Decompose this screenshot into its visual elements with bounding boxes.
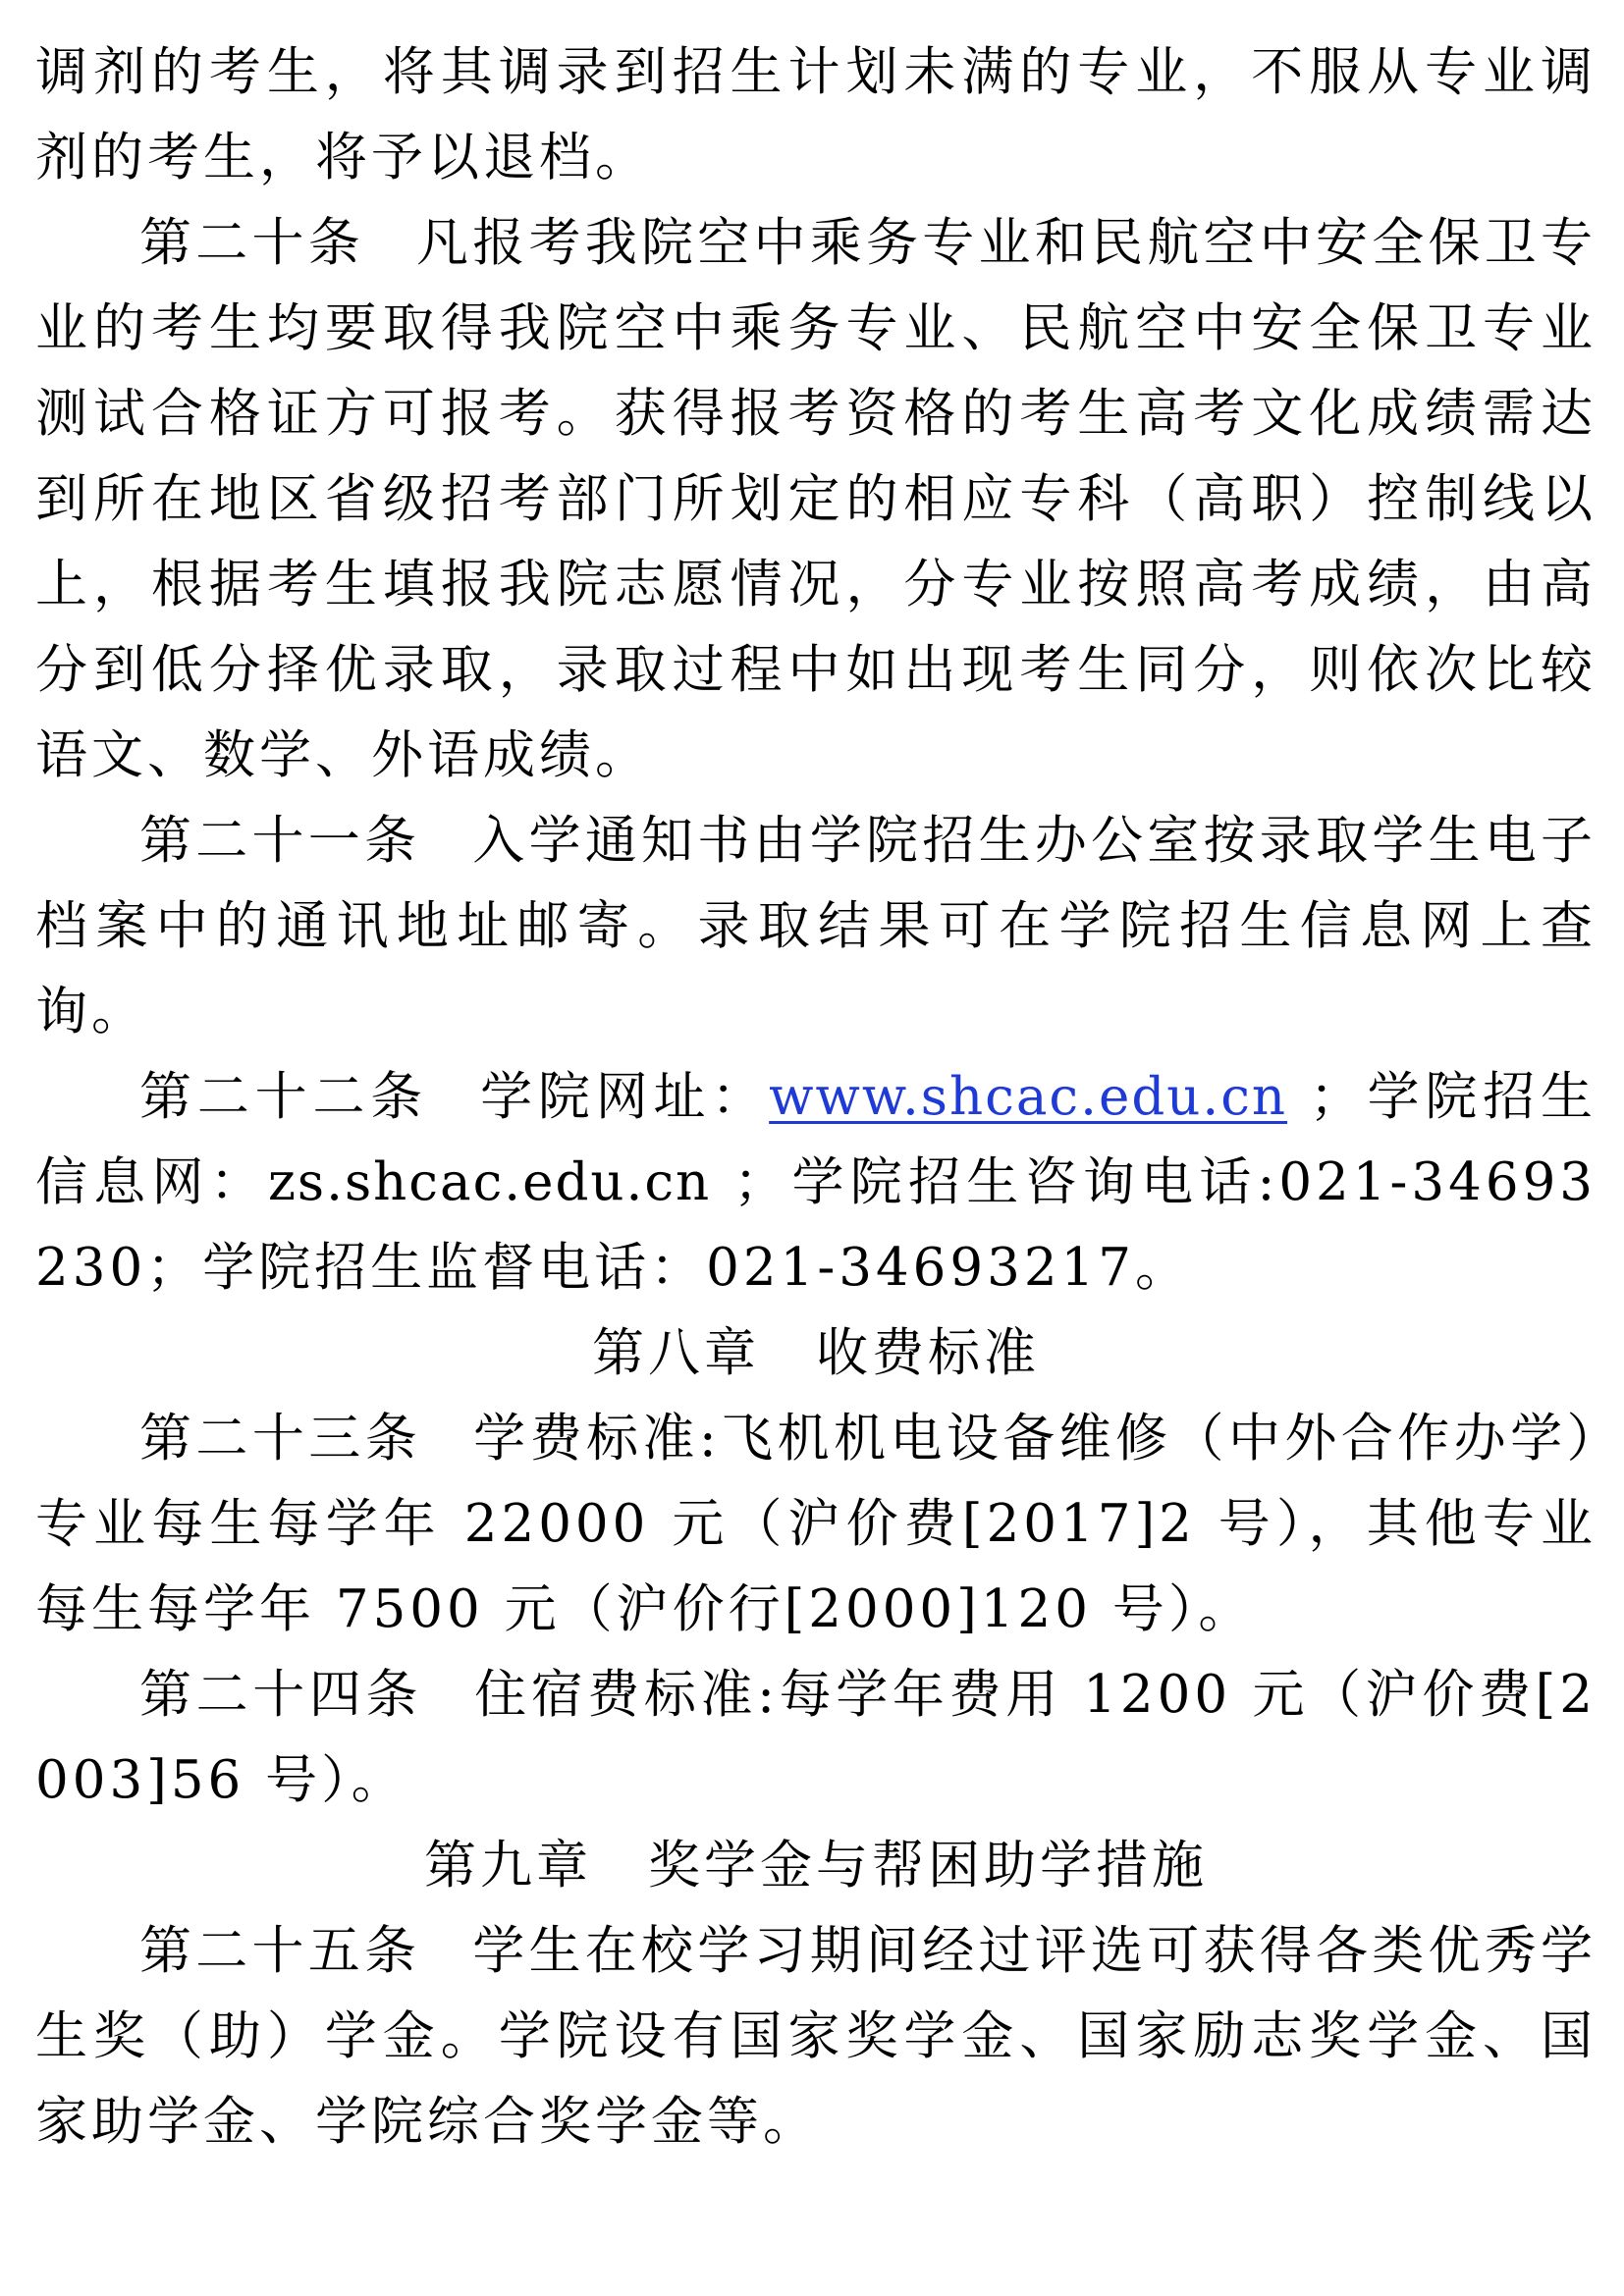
article-22-label: 第二十二条 <box>139 1067 429 1127</box>
article-20 <box>35 200 1597 798</box>
article-23 <box>35 1396 1597 1652</box>
article-21 <box>35 798 1597 1054</box>
article-24 <box>35 1652 1597 1823</box>
website-link[interactable]: www.shcac.edu.cn <box>769 1067 1288 1127</box>
article-22 <box>35 1054 1597 1310</box>
article-23-text: 学费标准:飞机机电设备维修（中外合作办学）专业每生每学年 22000 元（沪价费[2017]2 号），其他专业每生每学年 7500 元（沪价行[2000]120 号）。 <box>35 1409 1597 1639</box>
article-20-text: 凡报考我院空中乘务专业和民航空中安全保卫专业的考生均要取得我院空中乘务专业、民航空中安全保卫专业测试合格证方可报考。获得报考资格的考生高考文化成绩需达到所在地区省级招考部门所划定的相应专科（高职）控制线以上，根据考生填报我院志愿情况，分专业按照高考成绩，由高分到低分择优录取，录取过程中如出现考生同分，则依次比较语文、数学、外语成绩。 <box>35 213 1597 785</box>
article-25-text: 学生在校学习期间经过评选可获得各类优秀学生奖（助）学金。学院设有国家奖学金、国家励志奖学金、国家助学金、学院综合奖学金等。 <box>35 1921 1597 2152</box>
chapter-8-heading: 第八章 收费标准 <box>592 1323 1040 1383</box>
article-22-sep2: ；学院招生咨询电话:021-34693230；学院招生监督电话：021-34693217。 <box>35 1152 1597 1298</box>
article-20-label: 第二十条 <box>139 213 364 273</box>
article-24-text: 住宿费标准:每学年费用 1200 元（沪价费[2003]56 号）。 <box>35 1665 1597 1810</box>
article-21-label: 第二十一条 <box>139 811 421 871</box>
chapter-9-heading: 第九章 奖学金与帮困助学措施 <box>424 1836 1208 1896</box>
paragraph-continued: 调剂的考生，将其调录到招生计划未满的专业，不服从专业调剂的考生，将予以退档。 <box>35 42 1597 187</box>
document-page <box>35 29 1597 2164</box>
article-22-sep1: ；学院招生信息网： <box>35 1067 1597 1212</box>
admissions-site: zs.shcac.edu.cn <box>267 1152 712 1212</box>
article-24-label: 第二十四条 <box>139 1665 423 1725</box>
article-25-label: 第二十五条 <box>139 1921 421 1981</box>
article-23-label: 第二十三条 <box>139 1409 422 1468</box>
article-25 <box>35 1908 1597 2164</box>
article-22-prefix: 学院网址： <box>480 1067 770 1127</box>
article-21-text: 入学通知书由学院招生办公室按录取学生电子档案中的通讯地址邮寄。录取结果可在学院招生信息网上查询。 <box>35 811 1597 1041</box>
